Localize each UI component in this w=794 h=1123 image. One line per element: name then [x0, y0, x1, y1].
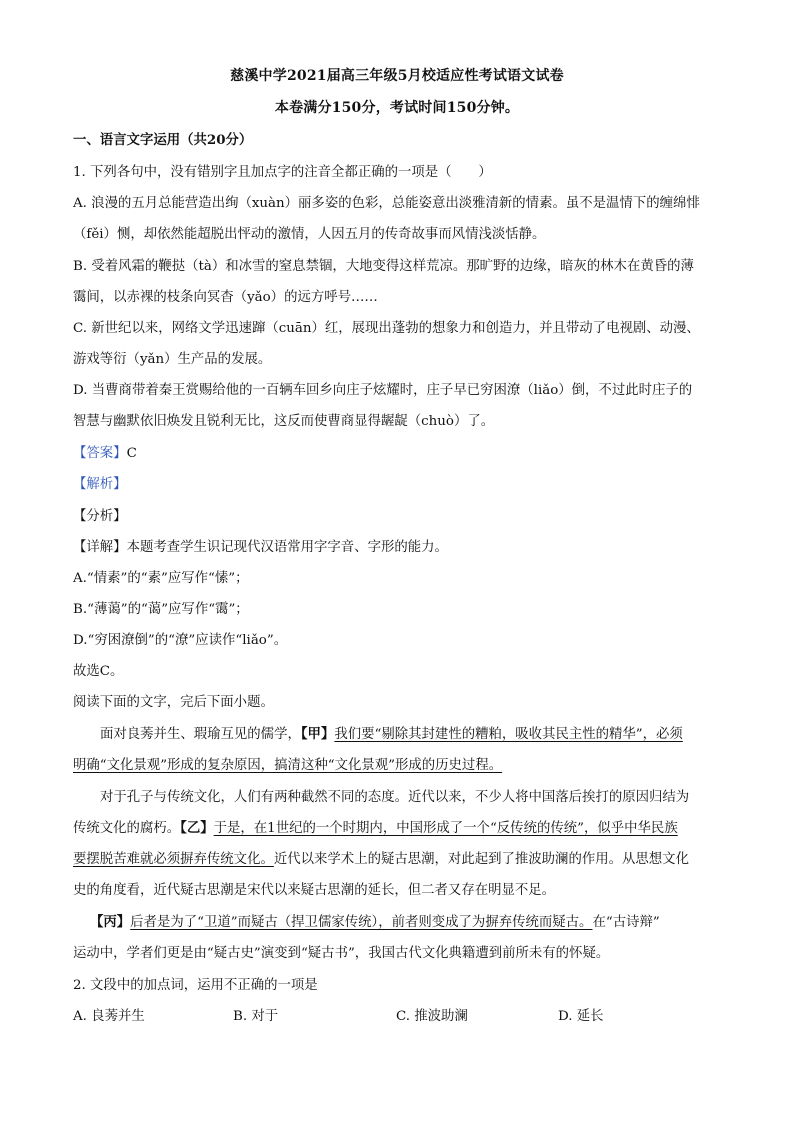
answer-line: [73, 442, 723, 461]
answer-value: C: [126, 446, 137, 461]
option-b-line-2: 霭间，以赤裸的枝条向冥杳（yǎo）的远方呼号……: [73, 290, 378, 305]
mark-bing: 【丙】: [90, 914, 131, 930]
reading-intro: 阅读下面的文字，完后下面小题。: [73, 695, 274, 710]
passage-3-line-1: [90, 911, 723, 930]
document-title: 慈溪中学2021届高三年级5月校适应性考试语文试卷: [230, 68, 564, 84]
explanation-b: B.“薄蔼”的“蔼”应写作“霭”；: [73, 602, 249, 617]
q2-option-d: D. 延长: [558, 1009, 604, 1024]
passage-2-line-3: [73, 848, 723, 867]
option-a-line-2: （fěi）恻，却依然能超脱出怦动的激情，人因五月的传奇故事而风情浅淡恬静。: [73, 227, 546, 242]
passage-1-line-1: [100, 723, 723, 742]
option-d-line-2: 智慧与幽默依旧焕发且锐利无比，这反而使曹商显得龌龊（chuò）了。: [73, 414, 495, 429]
mark-yi: 【乙】: [180, 820, 214, 836]
mark-jia: 【甲】: [300, 726, 335, 742]
passage-3-underlined: 后者是为了“卫道”而疑古（捍卫儒家传统），前者则变成了为摒弃传统而疑古。: [130, 915, 593, 930]
passage-2-pre: 传统文化的腐朽。: [73, 821, 181, 836]
conclusion: 故选C。: [73, 664, 124, 679]
detail-label: 【详解】: [73, 540, 127, 555]
q2-option-a: A. 良莠并生: [73, 1009, 145, 1024]
detail-line: [73, 536, 723, 555]
question-1-stem: 1. 下列各句中，没有错别字且加点字的注音全都正确的一项是（ ）: [73, 165, 492, 180]
passage-2-underlined-2: 要摆脱苦难就必须摒弃传统文化。: [73, 852, 274, 867]
section-heading: 一、语言文字运用（共20分）: [73, 132, 253, 148]
q2-option-b: B. 对于: [233, 1009, 279, 1024]
option-c-line-1: C. 新世纪以来，网络文学迅速蹿（cuān）红，展现出蓬勃的想象力和创造力，并且带动了电视剧、动漫、: [73, 321, 700, 336]
analysis-label: 【解析】: [73, 477, 127, 492]
passage-2-line-1: 对于孔子与传统文化，人们有两种截然不同的态度。近代以来，不少人将中国落后挨打的原因归结为: [100, 790, 690, 805]
option-c-line-2: 游戏等衍（yǎn）生产品的发展。: [73, 352, 272, 367]
explanation-d: D.“穷困潦倒”的“潦”应读作“liǎo”。: [73, 633, 288, 648]
option-b-line-1: B. 受着风霜的鞭挞（tà）和冰雪的窒息禁锢，大地变得这样荒凉。那旷野的边缘，暗灰的林木在黄昏的薄: [73, 259, 694, 274]
question-2-stem: 2. 文段中的加点词，运用不正确的一项是: [73, 978, 318, 993]
detail-text: 本题考查学生识记现代汉语常用字字音、字形的能力。: [126, 540, 448, 555]
passage-3-rest: 在“古诗辩”: [592, 915, 660, 930]
option-a-line-1: A. 浪漫的五月总能营造出绚（xuàn）丽多姿的色彩，总能姿意出淡雅清新的情素。虽不是温情下的缠绵悱: [73, 196, 700, 211]
passage-2-rest: 近代以来学术上的疑古思潮，对此起到了推波助澜的作用。从思想文化: [273, 852, 689, 867]
passage-3-line-2: 运动中，学者们更是由“疑古史”演变到“疑古书”，我国古代文化典籍遭到前所未有的怀疑。: [73, 946, 610, 961]
document-subtitle: 本卷满分150分，考试时间150分钟。: [274, 100, 520, 116]
passage-1-underlined: 我们要“剔除其封建性的糟粕，吸收其民主性的精华”，必须: [334, 727, 683, 742]
q2-option-c: C. 推波助澜: [396, 1009, 468, 1024]
explanation-a: A.“情素”的“素”应写作“愫”；: [73, 571, 249, 586]
option-d-line-1: D. 当曹商带着秦王赏赐给他的一百辆车回乡向庄子炫耀时，庄子早已穷困潦（liǎo）倒，不过此时庄子的: [73, 383, 693, 398]
passage-2-line-2: [73, 817, 723, 836]
passage-1-pre: 面对良莠并生、瑕瑜互见的儒学，: [100, 727, 301, 742]
passage-1-line-2: 明确“文化景观”形成的复杂原因，搞清这种“文化景观”形成的历史过程。: [73, 758, 503, 773]
passage-2-line-4: 史的角度看，近代疑古思潮是宋代以来疑古思潮的延长，但二者又存在明显不足。: [73, 883, 556, 898]
fenxi-label: 【分析】: [73, 509, 127, 524]
answer-label: 【答案】: [73, 446, 127, 461]
passage-2-underlined-1: 于是，在1世纪的一个时期内，中国形成了一个“反传统的传统”，似乎中华民族: [213, 821, 678, 836]
